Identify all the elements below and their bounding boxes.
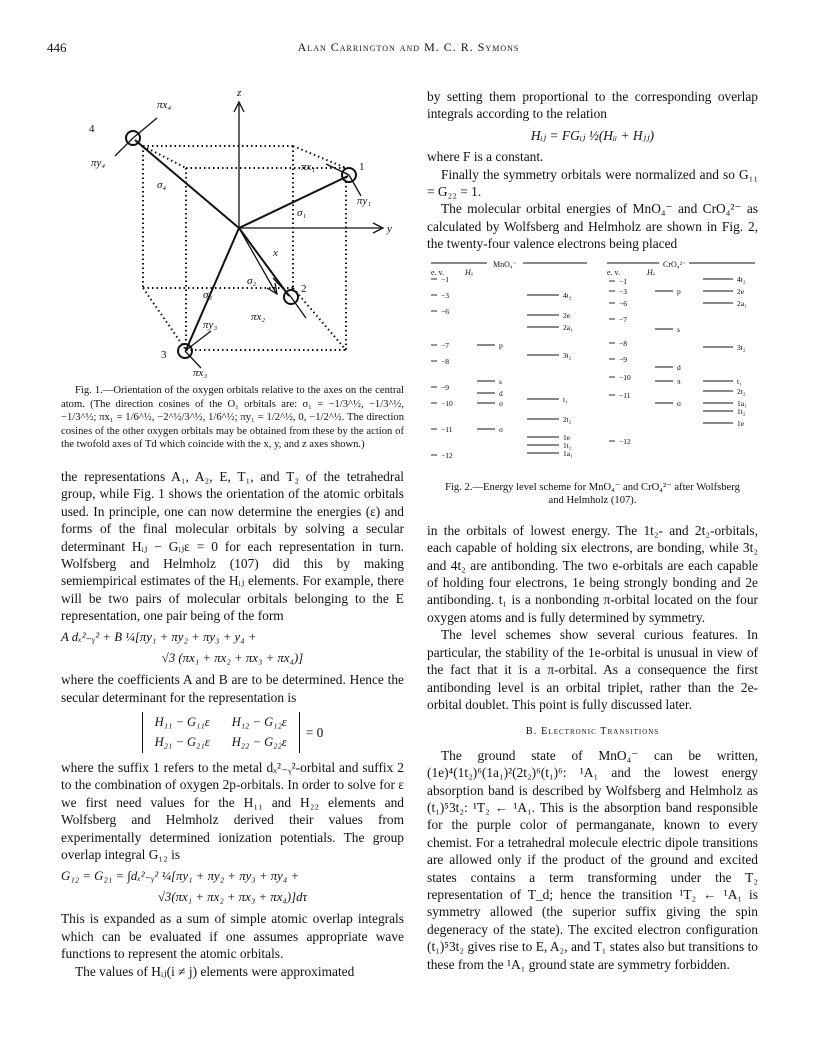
fig2-mno4-ev-label: e. v.	[431, 267, 445, 277]
equation-1-line-1: A dₓ²₋ᵧ² + B ¼[πy₁ + πy₂ + πy₃ + y₄ +	[61, 629, 257, 644]
fig2-cro4-ev-label-3: −7	[619, 314, 627, 324]
fig1-label-z: z	[237, 88, 242, 99]
equation-3: Hᵢⱼ = FGᵢⱼ ½(Hᵢᵢ + Hⱼⱼ)	[530, 127, 655, 143]
fig2-cro4-ev-label: e. v.	[607, 267, 621, 277]
secular-determinant	[61, 712, 404, 753]
fig2-cro4-mo-label-5: 2t₂	[737, 386, 746, 396]
fig2-mno4-ev-label-7: −11	[441, 424, 453, 434]
left-paragraph-1: the representations A₁, A₂, E, T₁, and T₂ of the tetrahedral group, while Fig. 1 shows the orientation of the atomic orbitals used. In principle, one can now determine the energies (ε) and forms of the final molecular orbitals by solving a secular determinant Hᵢⱼ − Gᵢⱼε = 0 for each representation in turn. Wolfsberg and Helmholz (107) did this by making semiempirical estimates of the Hᵢⱼ elements. For example, there will be two pairs of molecular orbitals belonging to the E representation, one pair being of the form	[61, 468, 404, 624]
fig2-cro4-ev-label-6: −10	[619, 372, 631, 382]
figure-1-orbital-diagram	[61, 88, 404, 380]
fig2-mno4-mo-label-0: 4t₂	[563, 290, 572, 300]
fig2-cro4-hii-label: Hᵢᵢ	[647, 267, 656, 277]
left-paragraph-5: The values of Hᵢⱼ(i ≠ j) elements were approximated	[75, 963, 355, 979]
fig1-label-sigma4: σ₄	[157, 179, 167, 191]
right-paragraph-3: Finally the symmetry orbitals were normalized and so G₁₁ = G₂₂ = 1.	[427, 166, 758, 200]
fig1-label-pix2: πx₂	[251, 311, 266, 323]
det-a22: H₂₂ − G₂₂ε	[231, 734, 287, 749]
running-title: Alan Carrington and M. C. R. Symons	[297, 40, 520, 54]
fig2-cro4-ao-label-4: σ	[677, 398, 682, 408]
fig2-cro4-ev-label-0: −1	[619, 276, 627, 286]
fig2-mno4-mo-label-7: 1t₂	[563, 440, 572, 450]
fig2-cro4-mo-label-2: 2a₁	[737, 298, 747, 308]
right-paragraph-6: The level schemes show several curious features. In particular, the stability of the 1e-orbital is unusual in view of the fact that it is a π-orbital. As a consequence the first antibonding level is an orbital triplet, rather than the 2e-orbital doublet. This point is fully discussed later.	[427, 627, 758, 712]
fig1-label-pix4: πx₄	[157, 99, 172, 111]
fig1-label-atom1: 1	[359, 161, 365, 173]
fig2-cro4-mo-label-4: t₁	[737, 376, 742, 386]
fig2-cro4-ao-label-2: d	[677, 362, 681, 372]
fig2-mno4-mo-label-6: 1e	[563, 432, 571, 442]
fig1-label-piy3: πy₃	[203, 319, 218, 331]
fig2-cro4-ao-label-1: s	[677, 324, 680, 334]
right-paragraph-5: in the orbitals of lowest energy. The 1t₂- and 2t₂-orbitals, each capable of holding six electrons, are bonding, while 3t₂ and 4t₂ are antibonding. The two e-orbitals are each capable of holding four electrons, 1e being strongly bonding and 2e antibonding. t₁ is a nonbonding π-orbital located on the four oxygen atoms and is fully determined by symmetry.	[427, 522, 758, 625]
fig2-mno4-ev-label-3: −7	[441, 340, 449, 350]
right-paragraph-7: The ground state of MnO₄⁻ can be written, (1e)⁴(1t₂)⁶(1a₁)²(2t₂)⁶(t₁)⁶: ¹A₁ and the lowest energy absorption band is described by Wolfsberg and Helmholz as (t₁)⁵3t₂: ¹T₂ ← ¹A₁. This is the absorption band responsible for the purple color of permanganate, known to every chemist. For a tetrahedral molecule electric dipole transitions are allowed only if the product of the ground and excited states contains a term transforming under the T₂ representation of T_d; hence the transition ¹T₂ ← ¹A₁ is symmetry allowed (the superior suffix giving the spin degeneracy of the state). The excited electron configuration (t₁)⁵3t₂ gives rise to E, A₂, and T₁ states also but transitions to these from the ¹A₁ ground state are symmetry forbidden.	[427, 747, 758, 972]
fig1-label-pix1: πx₁	[301, 161, 316, 173]
det-a12: H₁₂ − G₁₂ε	[231, 715, 287, 730]
fig1-label-y: y	[387, 223, 392, 235]
fig2-mno4-hii-label: Hᵢᵢ	[465, 267, 474, 277]
det-a11: H₁₁ − G₁₁ε	[154, 715, 210, 730]
fig2-cro4-mo-label-3: 3t₂	[737, 342, 746, 352]
left-column	[61, 88, 404, 980]
fig2-mno4-ev-label-4: −8	[441, 356, 449, 366]
det-a21: H₂₁ − G₂₁ε	[154, 734, 210, 749]
fig2-mno4-ev-label-0: −1	[441, 274, 449, 284]
fig2-cro4-ao-label-3: π	[677, 376, 681, 386]
fig2-cro4-ev-label-7: −11	[619, 390, 631, 400]
right-column	[427, 88, 758, 973]
figure-1-caption: Fig. 1.—Orientation of the oxygen orbitals relative to the axes on the central atom. (The direction cosines of the O₁ orbitals are: σ₁ = −1/3^½, −1/3^½, −1/3^½; πx₁ = 1/6^½, −2^½/3^½, 1/6^½; πy₁ = 1/2^½, 0, −1/2^½. The direction cosines of the other oxygen orbitals may be obtained from these by the action of the twofold axes of Td which coincide with the x, y, and z axes shown.)	[61, 385, 404, 451]
figure-2-energy-levels	[427, 259, 758, 477]
fig2-mno4-ao-label-1: s	[499, 376, 502, 386]
page-number: 446	[47, 40, 67, 55]
fig2-mno4-ev-label-5: −9	[441, 382, 449, 392]
fig2-mno4-mo-label-1: 2e	[563, 310, 571, 320]
fig2-cro4-title: CrO₄²⁻	[663, 259, 687, 269]
fig1-label-piy4: πy₄	[91, 157, 106, 169]
det-rhs: = 0	[305, 724, 324, 740]
fig1-label-sigma1: σ₁	[297, 207, 307, 219]
fig2-cro4-ev-label-8: −12	[619, 436, 631, 446]
equation-2-line-2: √3(πx₁ + πx₂ + πx₃ + πx₄)]dτ	[157, 889, 308, 904]
fig2-cro4-ao-label-0: p	[677, 286, 681, 296]
fig2-cro4-ev-label-4: −8	[619, 338, 627, 348]
fig2-cro4-mo-label-1: 2e	[737, 286, 745, 296]
right-paragraph-1: by setting them proportional to the corresponding overlap integrals according to the relation	[427, 89, 758, 122]
fig2-cro4-mo-label-0: 4t₂	[737, 274, 746, 284]
fig1-label-atom3: 3	[161, 349, 167, 361]
fig2-mno4-ao-label-4: σ	[499, 424, 504, 434]
fig2-level-marks	[431, 263, 755, 460]
fig2-mno4-mo-label-2: 2a₁	[563, 322, 573, 332]
fig2-mno4-ao-label-0: p	[499, 340, 503, 350]
figure-2-caption: Fig. 2.—Energy level scheme for MnO₄⁻ and CrO₄²⁻ after Wolfsberg and Helmholz (107).	[445, 481, 740, 507]
fig2-cro4-mo-label-6: 1a₁	[737, 398, 747, 408]
left-paragraph-2: where the coefficients A and B are to be determined. Hence the secular determinant for the representation is	[61, 672, 404, 705]
fig1-label-atom4: 4	[89, 123, 95, 135]
fig2-mno4-ao-label-2: d	[499, 388, 503, 398]
right-paragraph-4: The molecular orbital energies of MnO₄⁻ and CrO₄²⁻ as calculated by Wolfsberg and Helmholz are shown in Fig. 2, the twenty-four valence electrons being placed	[427, 201, 758, 252]
fig2-mno4-mo-label-8: 1a₁	[563, 448, 573, 458]
fig2-mno4-mo-label-5: 2t₂	[563, 414, 572, 424]
fig2-mno4-ev-label-1: −3	[441, 290, 449, 300]
fig2-mno4-ao-label-3: σ	[499, 398, 504, 408]
fig2-mno4-mo-label-3: 3t₂	[563, 350, 572, 360]
fig2-mno4-ev-label-8: −12	[441, 450, 453, 460]
fig2-mno4-ev-label-2: −6	[441, 306, 449, 316]
fig1-label-pix3: πx₃	[193, 367, 208, 379]
fig1-label-sigma3: σ₃	[203, 289, 213, 301]
fig2-mno4-ev-label-6: −10	[441, 398, 453, 408]
page-header	[0, 40, 817, 60]
fig2-cro4-mo-label-7: 1t₂	[737, 406, 746, 416]
fig1-label-sigma2: σ₂	[247, 275, 257, 287]
fig1-label-x: x	[273, 247, 278, 259]
fig2-cro4-ev-label-1: −3	[619, 286, 627, 296]
left-paragraph-3: where the suffix 1 refers to the metal dₓ²₋ᵧ²-orbital and suffix 2 to the combination of oxygen 2p-orbitals. In order to solve for ε we first need values for the H₁₁ and H₂₂ elements and Wolfsberg and Helmholz derived their values from experimentally determined ionization potentials. The group overlap integral G₁₂ is	[61, 760, 404, 863]
fig1-label-atom2: 2	[301, 283, 307, 295]
left-paragraph-4: This is expanded as a sum of simple atomic overlap integrals which can be evaluated if one assumes appropriate wave functions to represent the atomic orbitals.	[61, 911, 404, 962]
fig2-cro4-mo-label-8: 1e	[737, 418, 745, 428]
equation-2-line-1: G₁₂ = G₂₁ = ∫dₓ²₋ᵧ² ¼[πy₁ + πy₂ + πy₃ + πy₄ +	[61, 868, 300, 883]
equation-1-line-2: √3 (πx₁ + πx₂ + πx₃ + πx₄)]	[161, 651, 304, 666]
right-paragraph-2: where F is a constant.	[427, 149, 544, 165]
section-heading: B. Electronic Transitions	[525, 726, 660, 738]
fig2-mno4-title: MnO₄⁻	[493, 259, 517, 269]
fig2-cro4-ev-label-2: −6	[619, 298, 627, 308]
fig2-cro4-ev-label-5: −9	[619, 354, 627, 364]
fig1-label-piy1: πy₁	[357, 195, 372, 207]
fig2-mno4-mo-label-4: t₁	[563, 394, 568, 404]
